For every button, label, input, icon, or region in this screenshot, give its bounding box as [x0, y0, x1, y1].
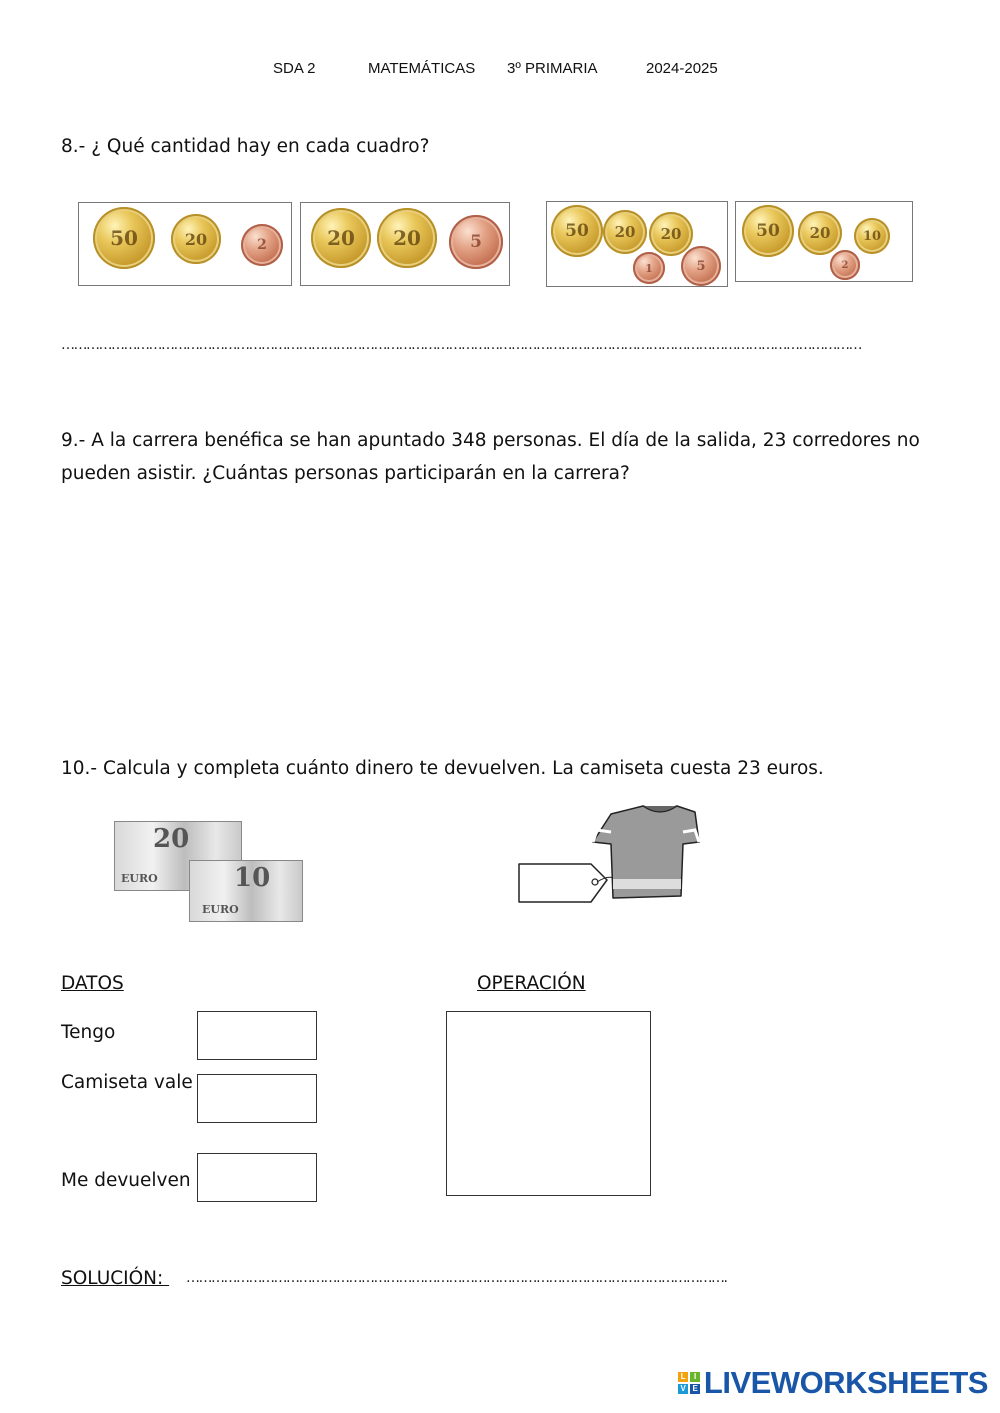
coin-20-cent: 20 [649, 212, 693, 256]
coin-box-2 [300, 202, 510, 286]
coin-5-cent: 5 [681, 246, 721, 286]
tengo-label: Tengo [61, 1022, 116, 1043]
coin-20-cent: 20 [171, 214, 221, 264]
q8-answer-line[interactable]: ………………………………………………………………………………………………………………………………………………………………………… [61, 337, 861, 353]
coin-2-cent: 2 [241, 224, 283, 266]
tshirt-price-tag-icon [515, 800, 705, 910]
banknote-label: EURO [121, 872, 158, 885]
banknote-label: EURO [202, 903, 239, 916]
solution-label: SOLUCIÓN: [61, 1268, 170, 1289]
camiseta-input-box[interactable] [197, 1074, 317, 1123]
coin-20-cent: 20 [798, 211, 842, 255]
devuelven-input-box[interactable] [197, 1153, 317, 1202]
coin-5-cent: 5 [449, 215, 503, 269]
question-10-text: 10.- Calcula y completa cuánto dinero te devuelven. La camiseta cuesta 23 euros. [61, 758, 824, 779]
coin-1-cent: 1 [633, 252, 665, 284]
coin-50-cent: 50 [742, 205, 794, 257]
brand-logo-icon [678, 1372, 700, 1394]
coin-20-cent: 20 [311, 208, 371, 268]
coin-50-cent: 50 [93, 207, 155, 269]
logo-tile: L [678, 1372, 688, 1382]
solution-line[interactable]: …………………………………………………………………………………………………………………. [186, 1270, 727, 1286]
tengo-input-box[interactable] [197, 1011, 317, 1060]
coin-10-cent: 10 [854, 218, 890, 254]
logo-tile: V [678, 1384, 688, 1394]
banknote-value: 20 [153, 824, 190, 854]
header-grade: 3º PRIMARIA [507, 60, 598, 77]
question-8-text: 8.- ¿ Qué cantidad hay en cada cuadro? [61, 136, 430, 157]
coin-2-cent: 2 [830, 250, 860, 280]
header-year: 2024-2025 [646, 60, 718, 77]
coin-box-4 [735, 201, 913, 282]
coin-box-3 [546, 201, 728, 287]
logo-tile: E [690, 1384, 700, 1394]
banknote-10-euro [189, 860, 303, 922]
question-9-line-2: pueden asistir. ¿Cuántas personas participarán en la carrera? [61, 463, 630, 484]
devuelven-label: Me devuelven [61, 1170, 191, 1191]
logo-tile: I [690, 1372, 700, 1382]
coin-50-cent: 50 [551, 205, 603, 257]
question-9-line-1: 9.- A la carrera benéfica se han apuntado 348 personas. El día de la salida, 23 corredores no [61, 430, 920, 451]
brand-text: LIVEWORKSHEETS [703, 1365, 988, 1400]
coin-20-cent: 20 [377, 208, 437, 268]
banknote-value: 10 [234, 863, 271, 893]
coin-20-cent: 20 [603, 210, 647, 254]
operation-box[interactable] [446, 1011, 651, 1196]
coin-box-1 [78, 202, 292, 286]
liveworksheets-logo [678, 1365, 988, 1401]
camiseta-label: Camiseta vale [61, 1072, 193, 1093]
datos-title: DATOS [61, 973, 124, 994]
question-9-text [61, 424, 961, 490]
header-subject: MATEMÁTICAS [368, 60, 476, 77]
operacion-title: OPERACIÓN [477, 973, 586, 994]
header-unit: SDA 2 [273, 60, 316, 77]
